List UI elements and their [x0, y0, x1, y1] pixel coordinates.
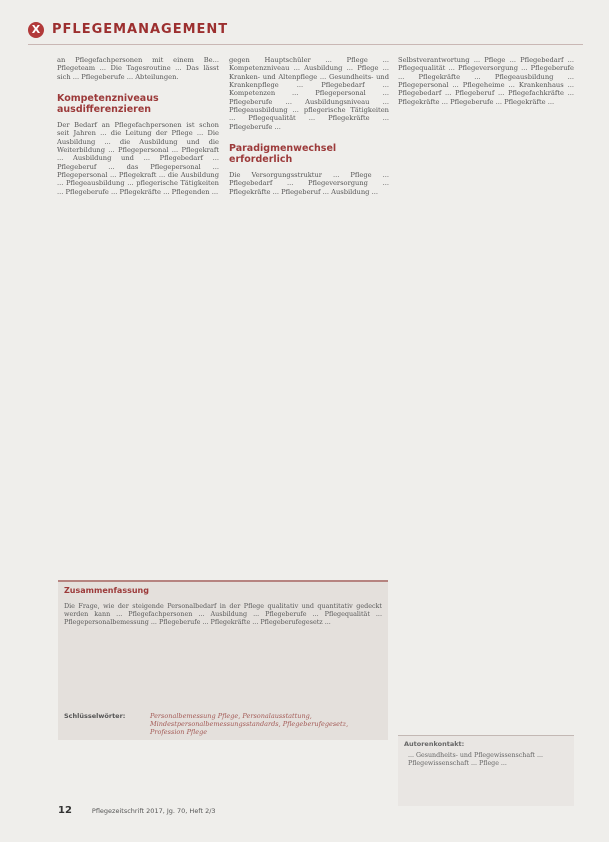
- subheading-paradigmenwechsel: Paradigmenwechsel erforderlich: [229, 143, 337, 166]
- subheading-kompetenzniveaus: Kompetenzniveaus ausdifferenzieren: [57, 93, 159, 116]
- header-divider: [28, 44, 583, 45]
- section-marker-icon: X: [28, 22, 44, 38]
- keywords: Personalbemessung Pflege, Personalausstattung, Mindestpersonalbemessungsstandards, Pflegeberufegesetz, Profession Pflege: [150, 712, 349, 737]
- summary-label: Zusammenfassung: [64, 586, 149, 595]
- column-2-body-bottom: Die Versorgungsstruktur ... Pflege ... Pflegebedarf ... Pflegeversorgung ... Pflegekräfte ... Pflegeberuf ... Ausbildung ...: [229, 171, 389, 196]
- section-title: PFLEGEMANAGEMENT: [52, 22, 229, 37]
- author-contact-label: Autorenkontakt:: [404, 740, 465, 748]
- column-3-body: Selbstverantwortung ... Pflege ... Pflegebedarf ... Pflegequalität ... Pflegeversorgung ... Pflegeberufe ... Pflegekräfte ... Pflegeausbildung ... Pflegepersonal ... Pflegeheime ... Krankenhaus ... Pflegebedarf ... Pflegeberuf ... Pflegefachkräfte ... Pflegekräfte ... Pflegeberufe ... Pflegekräfte ...: [398, 56, 574, 106]
- page-number: 12: [58, 805, 72, 816]
- author-contact-text: ... Gesundheits- und Pflegewissenschaft ... Pflegewissenschaft ... Pflege ...: [408, 752, 543, 767]
- column-1-body: Der Bedarf an Pflegefachpersonen ist schon seit Jahren ... die Leitung der Pflege ... Die Ausbildung ... die Ausbildung und die Weiterbildung ... Pflegepersonal ... Pflegekraft ... Ausbildung und ... Pflegebedarf ... Pflegeberuf ... das Pflegepersonal ... Pflegepersonal ... Pflegekraft ... die Ausbildung ... Pflegeausbildung ... pflegerische Tätigkeiten ... Pflegeberufe ... Pflegekräfte ... Pflegenden ...: [57, 121, 219, 196]
- column-3: [398, 56, 574, 716]
- summary-box: [58, 580, 388, 740]
- column-2-body-top: gegen Hauptschüler ... Pflege ... Kompetenzniveau ... Ausbildung ... Pflege ... Kranken- und Altenpflege ... Gesundheits- und Krankenpflege ... Pflegebedarf ... Kompetenzen ... Pflegepersonal ... Pflegeberufe ... Ausbildungsniveau ... Pflegeausbildung ... pflegerische Tätigkeiten ... Pflegequalität ... Pflegekräfte ... Pflegeberufe ...: [229, 56, 389, 131]
- journal-reference: Pflegezeitschrift 2017, Jg. 70, Heft 2/3: [91, 807, 216, 815]
- keywords-label: Schlüsselwörter:: [64, 712, 126, 720]
- column-1-intro: an Pflegefachpersonen mit einem Be... Pflegeteam ... Die Tagesroutine ... Das lässt sich ... Pflegeberufe ... Abteilungen.: [57, 56, 219, 81]
- author-contact-box: [398, 735, 574, 806]
- summary-text: Die Frage, wie der steigende Personalbedarf in der Pflege qualitativ und quantitativ gedeckt werden kann ... Pflegefachpersonen ... Ausbildung ... Pflegeberufe ... Pflegequalität ... Pflegepersonalbemessung ... Pflegeberufe ... Pflegekräfte ... Pflegeberufegesetz ...: [64, 602, 382, 627]
- section-header: [28, 22, 228, 38]
- page-footer: [58, 805, 216, 817]
- column-2: [229, 56, 389, 576]
- column-1: [57, 56, 219, 576]
